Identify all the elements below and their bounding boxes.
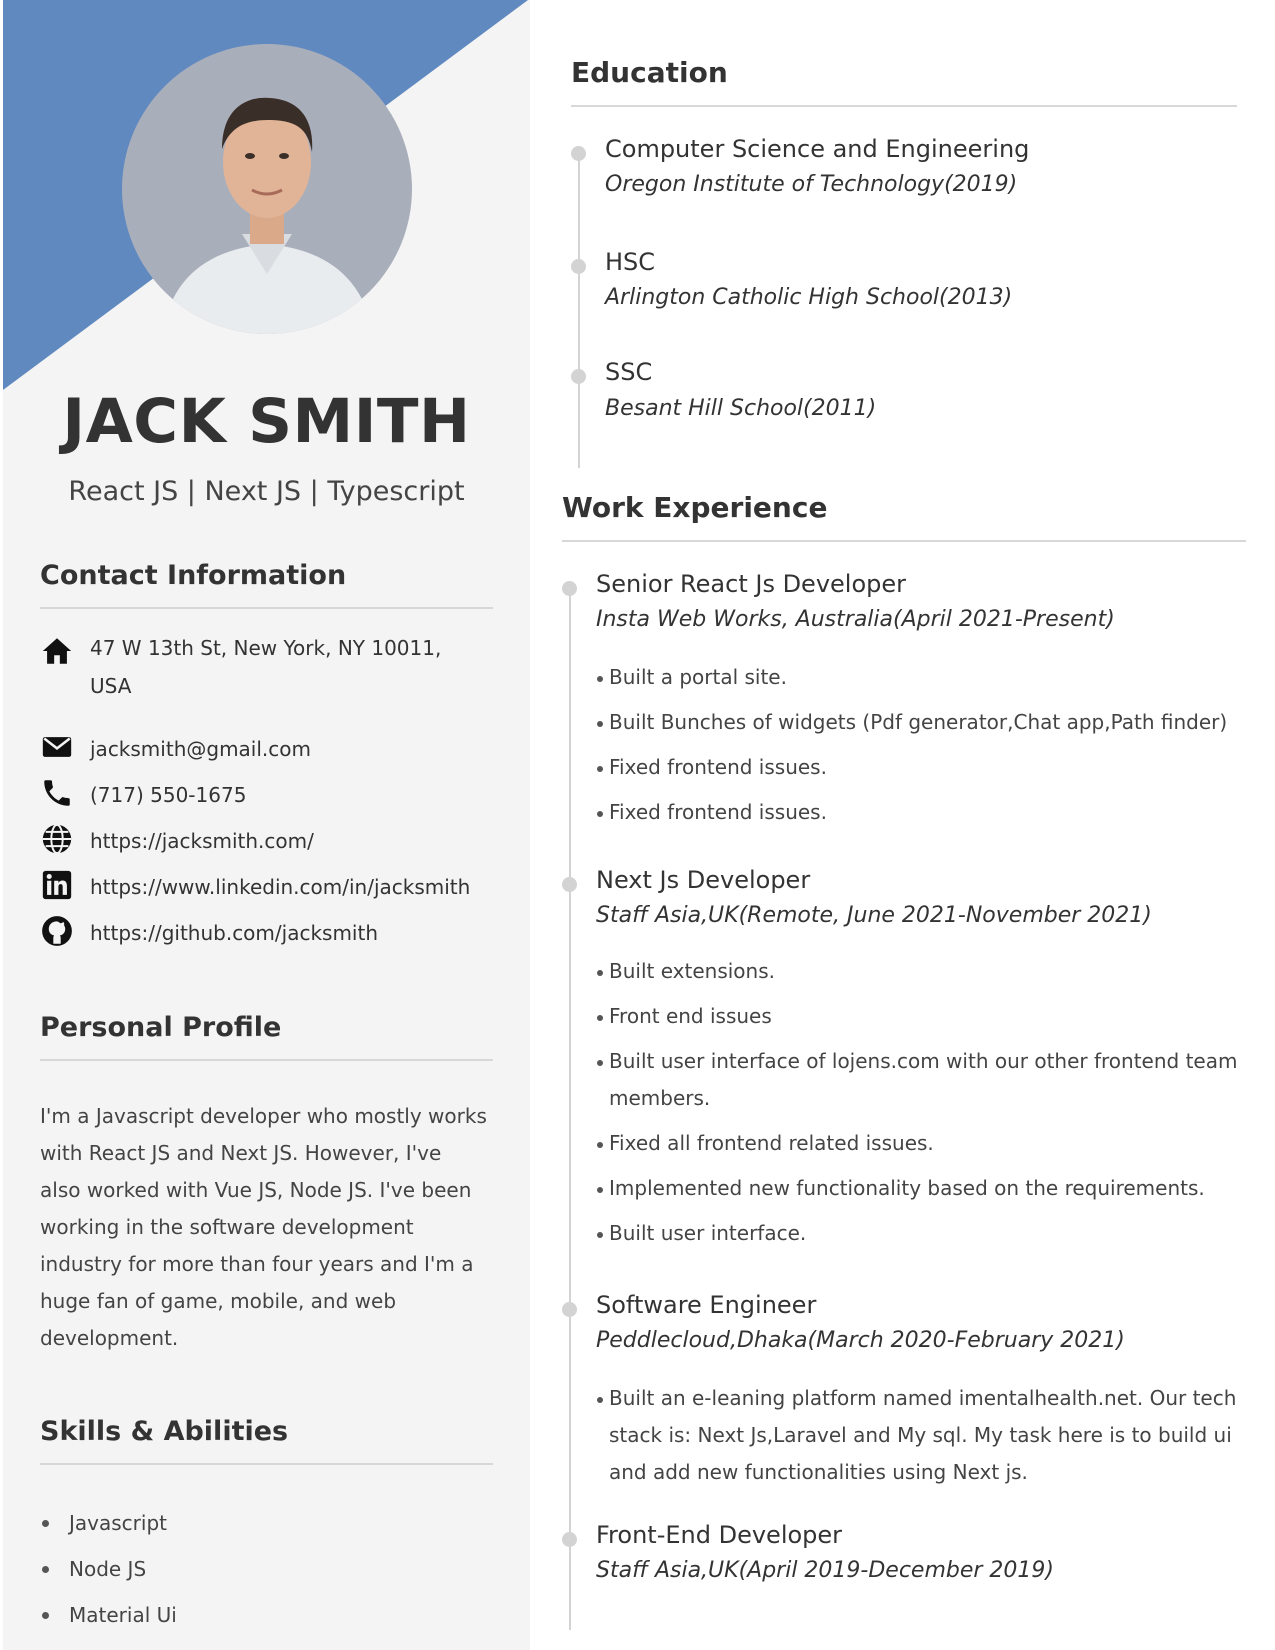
job-bullets	[595, 953, 1245, 1260]
job-bullet: Implemented new functionality based on the requirements.	[595, 1170, 1245, 1207]
job-bullet: Fixed frontend issues.	[595, 749, 1245, 786]
job-bullets	[595, 659, 1245, 839]
job-company: Peddlecloud,Dhaka(March 2020-February 2021)	[596, 1328, 1125, 1353]
job-bullet: Built an e-leaning platform named imentalhealth.net. Our tech stack is: Next Js,Laravel and My sql. My task here is to build ui and add new functionalities using Next js.	[595, 1380, 1245, 1491]
full-name: JACK SMITH	[62, 386, 471, 457]
sidebar	[3, 0, 530, 1650]
job-title: Front-End Developer	[596, 1521, 843, 1549]
github-link[interactable]: https://github.com/jacksmith	[90, 921, 379, 945]
profile-photo	[122, 44, 412, 334]
contact-github[interactable]	[40, 914, 500, 952]
email-text[interactable]: jacksmith@gmail.com	[90, 737, 311, 761]
contact-address	[40, 629, 500, 705]
skill-item: Node JS	[40, 1554, 490, 1600]
job-company: Staff Asia,UK(April 2019-December 2019)	[596, 1558, 1055, 1583]
timeline-dot	[571, 369, 586, 384]
skills-list	[40, 1508, 490, 1646]
job-bullet: Built Bunches of widgets (Pdf generator,Chat app,Path finder)	[595, 704, 1245, 741]
contact-email[interactable]	[40, 730, 500, 768]
address-text: 47 W 13th St, New York, NY 10011, USA	[90, 636, 442, 698]
globe-icon	[40, 822, 74, 856]
contact-phone[interactable]	[40, 776, 500, 814]
tagline: React JS | Next JS | Typescript	[68, 476, 465, 507]
website-link[interactable]: https://jacksmith.com/	[90, 829, 314, 853]
job-title: Next Js Developer	[596, 866, 811, 894]
contact-website[interactable]	[40, 822, 500, 860]
work-heading: Work Experience	[562, 491, 1246, 542]
education-school: Besant Hill School(2011)	[605, 396, 877, 421]
linkedin-icon	[40, 868, 74, 902]
timeline-dot	[571, 146, 586, 161]
timeline-dot	[562, 581, 577, 596]
skill-item: Javascript	[40, 1508, 490, 1554]
education-heading: Education	[571, 56, 1237, 107]
github-icon	[40, 914, 74, 948]
timeline-dot	[571, 259, 586, 274]
job-bullets	[595, 1380, 1245, 1499]
home-icon	[40, 634, 74, 668]
job-bullet: Built a portal site.	[595, 659, 1245, 696]
contact-linkedin[interactable]	[40, 868, 500, 906]
education-degree: SSC	[605, 358, 653, 386]
linkedin-link[interactable]: https://www.linkedin.com/in/jacksmith	[90, 875, 471, 899]
job-bullet: Fixed all frontend related issues.	[595, 1125, 1245, 1162]
job-bullet: Fixed frontend issues.	[595, 794, 1245, 831]
phone-text[interactable]: (717) 550-1675	[90, 783, 247, 807]
job-title: Senior React Js Developer	[596, 570, 907, 598]
job-company: Insta Web Works, Australia(April 2021-Present)	[596, 607, 1115, 632]
skills-heading: Skills & Abilities	[40, 1416, 493, 1465]
timeline-dot	[562, 877, 577, 892]
job-title: Software Engineer	[596, 1291, 817, 1319]
job-bullet: Front end issues	[595, 998, 1245, 1035]
timeline-dot	[562, 1302, 577, 1317]
job-bullet: Built user interface.	[595, 1215, 1245, 1252]
job-bullet: Built extensions.	[595, 953, 1245, 990]
contact-heading: Contact Information	[40, 560, 493, 609]
education-school: Oregon Institute of Technology(2019)	[605, 172, 1018, 197]
education-degree: Computer Science and Engineering	[605, 135, 1030, 163]
job-bullet: Built user interface of lojens.com with our other frontend team members.	[595, 1043, 1245, 1117]
skill-item: Material Ui	[40, 1600, 490, 1646]
education-school: Arlington Catholic High School(2013)	[605, 285, 1013, 310]
education-degree: HSC	[605, 248, 656, 276]
phone-icon	[40, 776, 74, 810]
profile-heading: Personal Profile	[40, 1012, 493, 1061]
profile-text: I'm a Javascript developer who mostly works with React JS and Next JS. However, I've also worked with Vue JS, Node JS. I've been working in the software development industry for more than four years and I'm a huge fan of game, mobile, and web development.	[40, 1104, 487, 1350]
work-timeline	[569, 590, 571, 1630]
education-timeline	[578, 150, 580, 468]
job-company: Staff Asia,UK(Remote, June 2021-November 2021)	[596, 903, 1152, 928]
envelope-icon	[40, 730, 74, 764]
timeline-dot	[562, 1532, 577, 1547]
